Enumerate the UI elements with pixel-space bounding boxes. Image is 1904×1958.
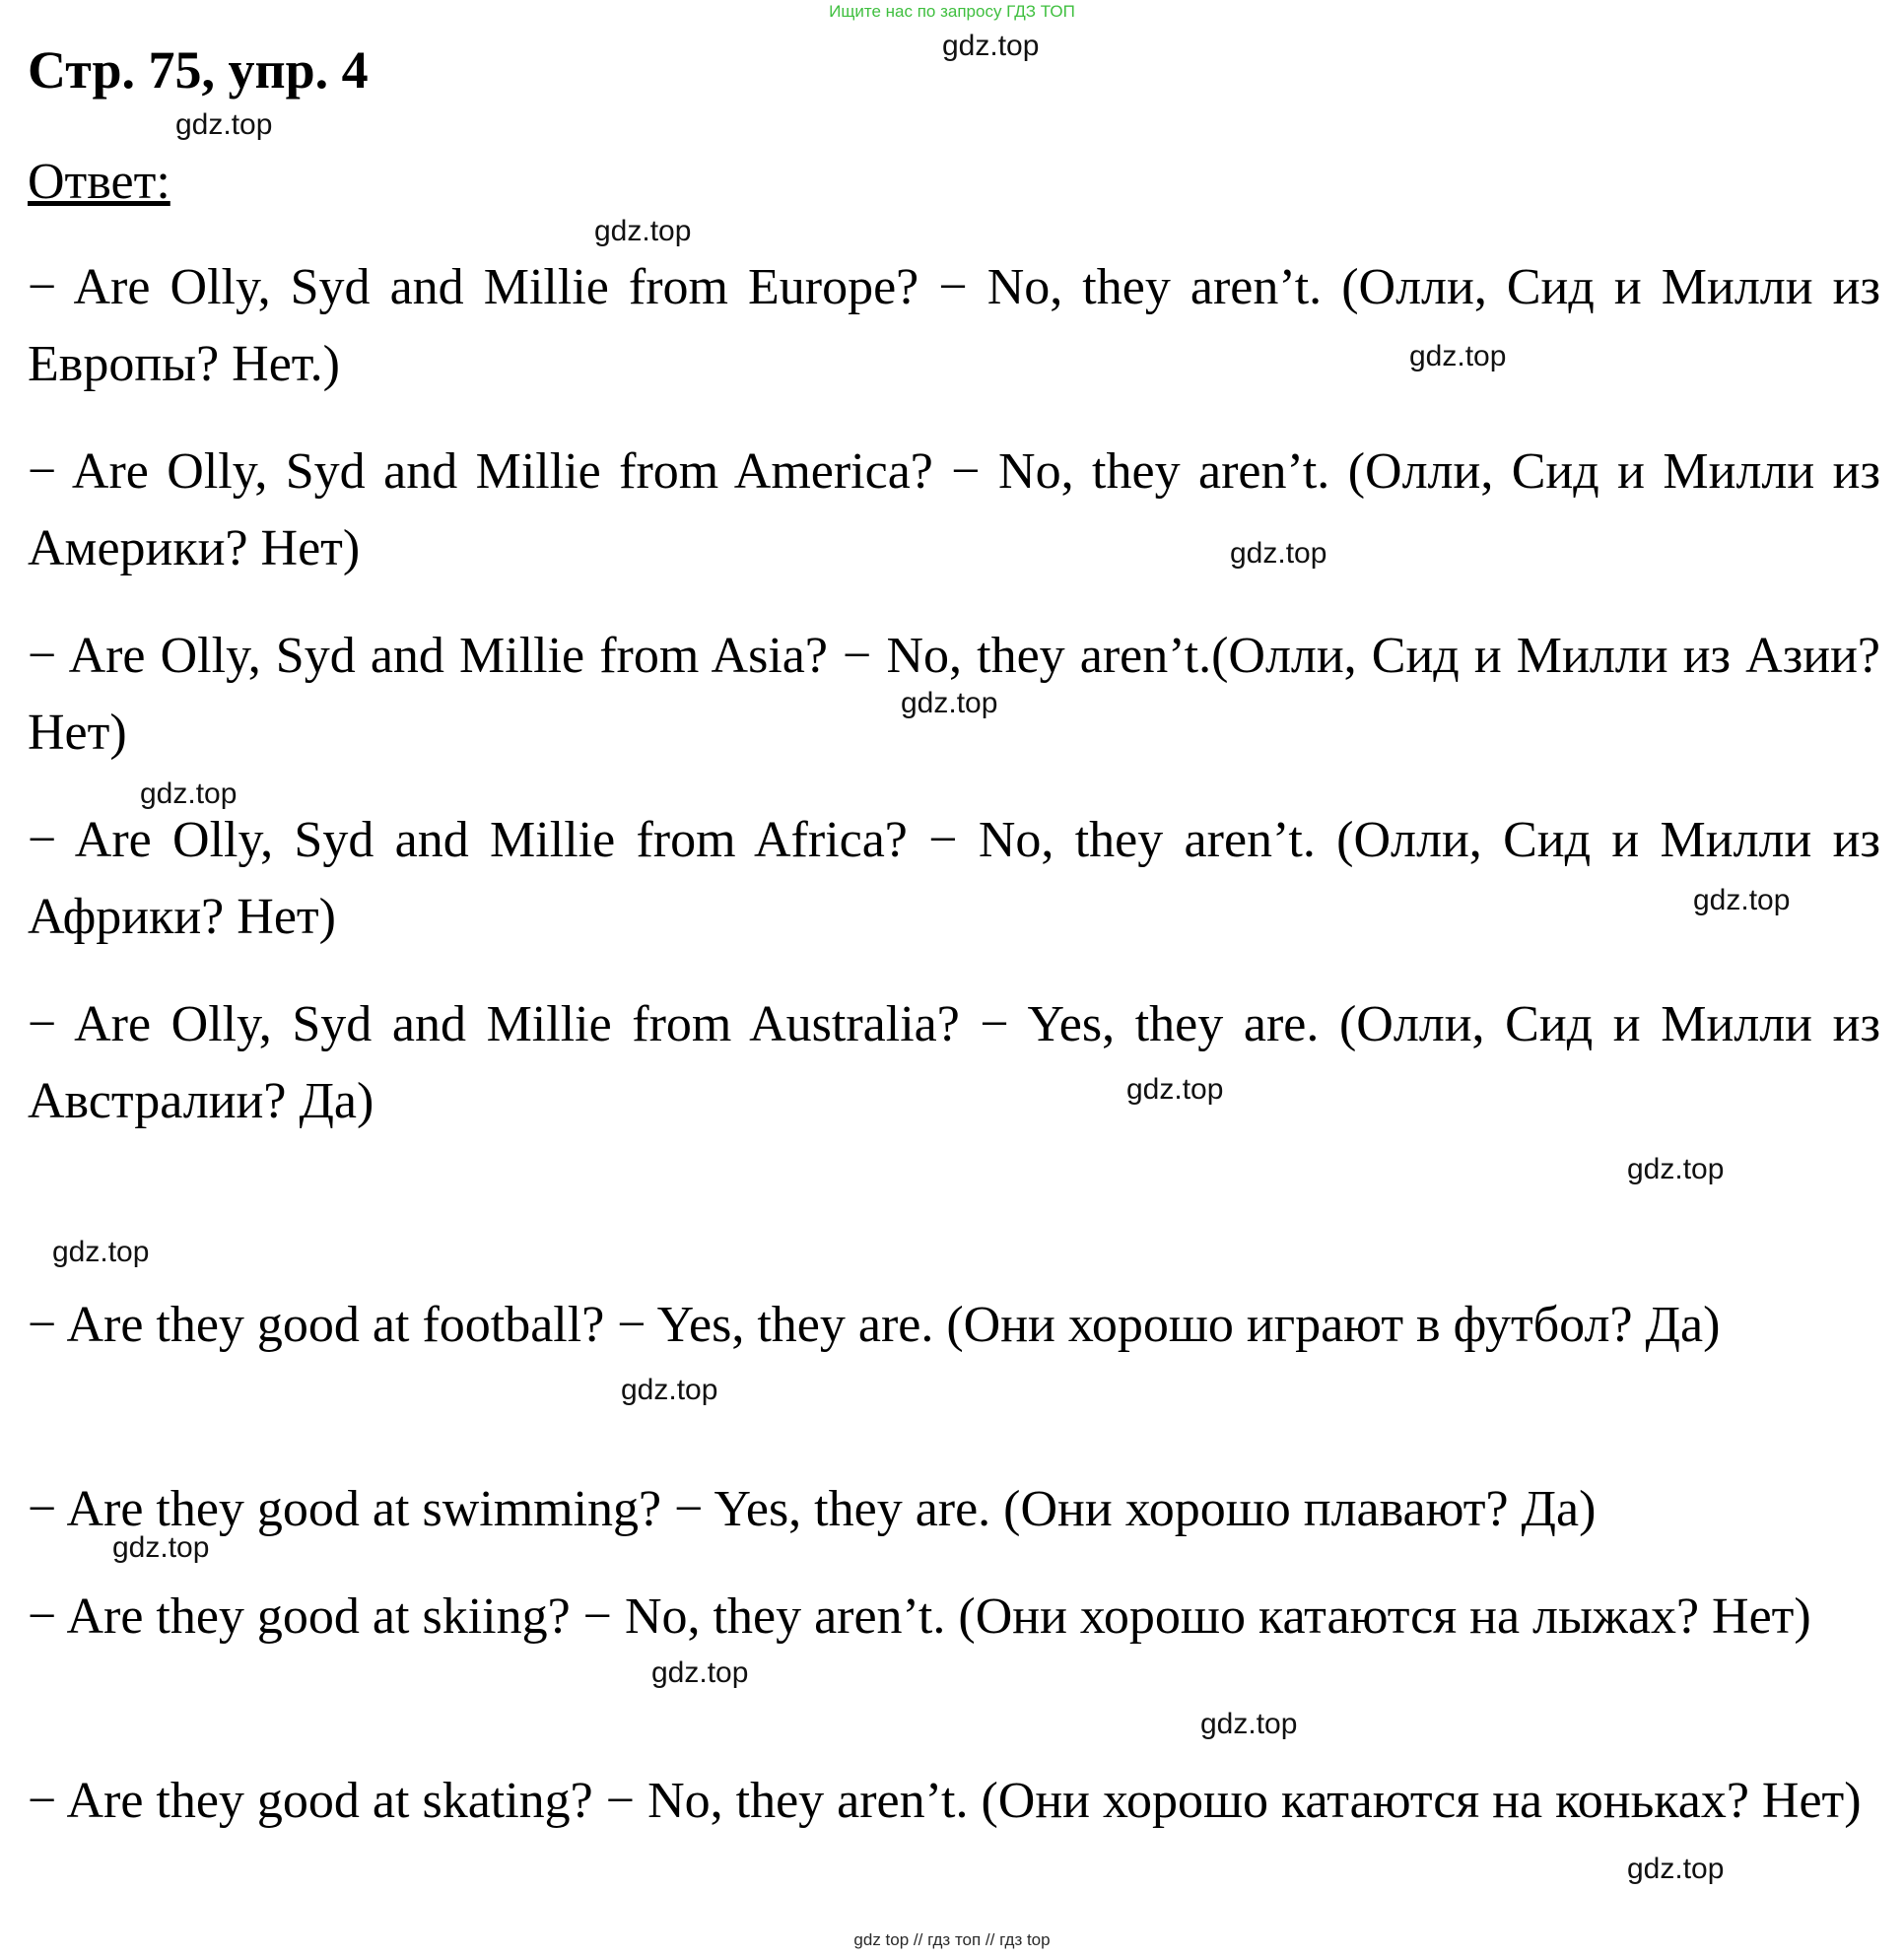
watermark: gdz.top <box>1627 1153 1725 1185</box>
watermark: gdz.top <box>621 1374 718 1406</box>
answer-paragraph-skating: − Are they good at skating? − No, they aren’t. (Они хорошо катаются на коньках? Нет) <box>28 1773 1862 1829</box>
answer-paragraph-swimming: − Are they good at swimming? − Yes, they are. (Они хорошо плавают? Да) <box>28 1481 1597 1537</box>
watermark: gdz.top <box>1126 1073 1224 1106</box>
watermark: gdz.top <box>594 215 692 247</box>
answer-paragraph-skiing: − Are they good at skiing? − No, they aren’t. (Они хорошо катаются на лыжах? Нет) <box>28 1588 1811 1645</box>
watermark: gdz.top <box>1409 340 1507 372</box>
answer-paragraph-football: − Are they good at football? − Yes, they are. (Они хорошо играют в футбол? Да) <box>28 1297 1721 1353</box>
watermark: gdz.top <box>1627 1853 1725 1885</box>
watermark: gdz.top <box>175 108 273 141</box>
watermark: gdz.top <box>942 30 1040 62</box>
watermark: gdz.top <box>1693 884 1791 916</box>
watermark: gdz.top <box>651 1656 749 1689</box>
top-banner: Ищите нас по запросу ГДЗ ТОП <box>829 2 1075 21</box>
page-title: Стр. 75, упр. 4 <box>28 40 369 100</box>
watermark: gdz.top <box>52 1236 150 1268</box>
watermark: gdz.top <box>1230 537 1327 570</box>
watermark: gdz.top <box>901 687 998 719</box>
answer-paragraph-asia: − Are Olly, Syd and Millie from Asia? − No, they aren’t.(Олли, Сид и Милли из Азии? Нет) <box>28 628 1880 761</box>
answer-label: Ответ: <box>28 154 170 210</box>
answer-paragraph-africa: − Are Olly, Syd and Millie from Africa? − No, they aren’t. (Олли, Сид и Милли из Африки? Нет) <box>28 812 1880 945</box>
footer: gdz top // гдз топ // гдз top <box>853 1930 1051 1949</box>
watermark: gdz.top <box>140 777 238 810</box>
watermark: gdz.top <box>112 1531 210 1564</box>
answer-paragraph-europe: − Are Olly, Syd and Millie from Europe? − No, they aren’t. (Олли, Сид и Милли из Европы? Нет.) <box>28 259 1880 392</box>
answer-paragraph-america: − Are Olly, Syd and Millie from America? − No, they aren’t. (Олли, Сид и Милли из Америки? Нет) <box>28 443 1880 576</box>
watermark: gdz.top <box>1200 1708 1298 1740</box>
answer-paragraph-australia: − Are Olly, Syd and Millie from Australia? − Yes, they are. (Олли, Сид и Милли из Австралии? Да) <box>28 996 1880 1129</box>
